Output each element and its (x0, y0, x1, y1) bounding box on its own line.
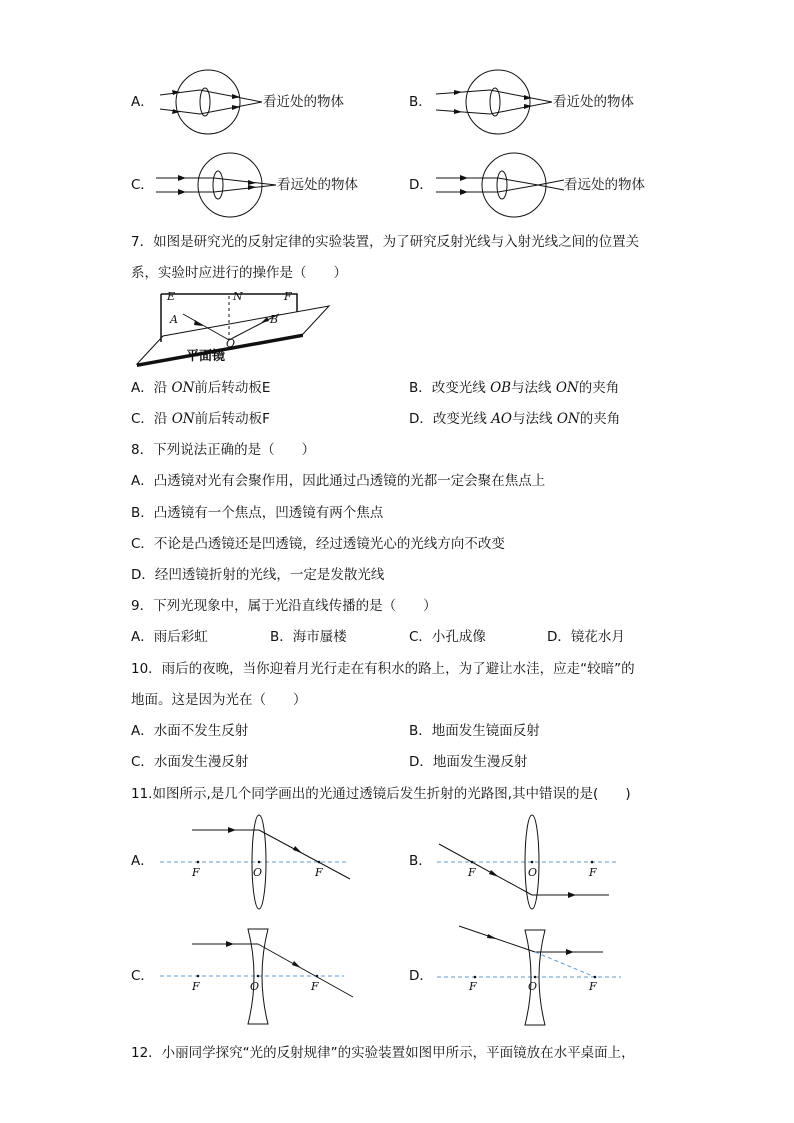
q11-a-label-f-left: F (192, 866, 200, 879)
q7-option-a[interactable]: A．沿 ON前后转动板E (131, 380, 271, 396)
q7-stem-line2: 系，实验时应进行的操作是（ ） (131, 265, 347, 281)
q6-option-c-caption: 看远处的物体 (277, 177, 358, 193)
q6-option-d-caption: 看远处的物体 (564, 177, 645, 193)
q9-option-d[interactable]: D．镜花水月 (547, 629, 625, 645)
q11-diagram-d-concave-lens (437, 920, 637, 1030)
q7-stem-line1: 7．如图是研究光的反射定律的实验装置，为了研究反射光线与入射光线之间的位置关 (131, 234, 640, 250)
q10-stem-line1: 10．雨后的夜晚，当你迎着月光行走在有积水的路上，为了避让水洼，应走“较暗”的 (131, 661, 635, 677)
q7-fig-label-b: B (270, 313, 279, 326)
q10-option-d[interactable]: D．地面发生漫反射 (409, 754, 528, 770)
q6-eye-diagram-c (150, 150, 280, 220)
q7-option-c[interactable]: C．沿 ON前后转动板F (131, 411, 270, 427)
q11-d-label-o: O (528, 980, 538, 993)
q11-diagram-b-convex-lens (437, 812, 637, 912)
q6-option-b-letter[interactable]: B． (409, 94, 432, 110)
q8-stem: 8．下列说法正确的是（ ） (131, 442, 316, 458)
q11-c-label-f-left: F (192, 980, 200, 993)
q11-b-label-o: O (528, 866, 538, 879)
q6-eye-diagram-a (150, 68, 270, 138)
q11-stem: 11.如图所示,是几个同学画出的光通过透镜后发生折射的光路图,其中错误的是( ) (131, 786, 631, 802)
q7-fig-label-o: O (226, 337, 236, 350)
q7-fig-label-n: N (233, 290, 243, 303)
q9-option-b[interactable]: B．海市蜃楼 (270, 629, 347, 645)
q7-fig-label-a: A (170, 313, 178, 326)
q9-option-c[interactable]: C．小孔成像 (409, 629, 486, 645)
q11-b-label-f-left: F (468, 866, 476, 879)
q6-option-a-letter[interactable]: A． (131, 94, 154, 110)
q9-option-a[interactable]: A．雨后彩虹 (131, 629, 208, 645)
q11-option-d-letter[interactable]: D． (409, 968, 433, 984)
q11-diagram-c-concave-lens (160, 925, 360, 1030)
q11-a-label-f-right: F (315, 866, 323, 879)
q7-fig-label-mirror: 平面镜 (186, 349, 226, 364)
q8-option-a[interactable]: A．凸透镜对光有会聚作用，因此通过凸透镜的光都一定会聚在焦点上 (131, 473, 546, 489)
q7-fig-label-f: F (284, 290, 292, 303)
q8-option-b[interactable]: B．凸透镜有一个焦点，凹透镜有两个焦点 (131, 505, 384, 521)
q6-option-a-caption: 看近处的物体 (263, 94, 344, 110)
q11-d-label-f-left: F (469, 980, 477, 993)
q11-b-label-f-right: F (589, 866, 597, 879)
q6-eye-diagram-d (430, 150, 570, 220)
q7-option-b[interactable]: B．改变光线 OB与法线 ON的夹角 (409, 380, 620, 396)
q7-fig-label-e: E (167, 290, 176, 303)
q6-eye-diagram-b (428, 68, 558, 138)
q11-c-label-o: O (250, 980, 260, 993)
q11-option-a-letter[interactable]: A． (131, 853, 154, 869)
q11-d-label-f-right: F (589, 980, 597, 993)
q6-option-b-caption: 看近处的物体 (553, 94, 634, 110)
q10-option-b[interactable]: B．地面发生镜面反射 (409, 723, 540, 739)
q11-option-b-letter[interactable]: B． (409, 853, 432, 869)
q12-stem: 12．小丽同学探究“光的反射规律”的实验装置如图甲所示，平面镜放在水平桌面上， (131, 1045, 635, 1061)
q8-option-c[interactable]: C．不论是凸透镜还是凹透镜，经过透镜光心的光线方向不改变 (131, 536, 505, 552)
q6-option-d-letter[interactable]: D． (409, 177, 433, 193)
q11-diagram-a-convex-lens (160, 812, 360, 912)
q10-stem-line2: 地面。这是因为光在（ ） (131, 692, 307, 708)
q7-option-d[interactable]: D．改变光线 AO与法线 ON的夹角 (409, 411, 621, 427)
q10-option-a[interactable]: A．水面不发生反射 (131, 723, 249, 739)
q7-reflection-apparatus-figure (133, 292, 333, 372)
q6-option-c-letter[interactable]: C． (131, 177, 154, 193)
q11-c-label-f-right: F (311, 980, 319, 993)
q10-option-c[interactable]: C．水面发生漫反射 (131, 754, 249, 770)
q11-a-label-o: O (253, 866, 263, 879)
q11-option-c-letter[interactable]: C． (131, 968, 154, 984)
q9-stem: 9．下列光现象中，属于光沿直线传播的是（ ） (131, 598, 437, 614)
q8-option-d[interactable]: D．经凹透镜折射的光线，一定是发散光线 (131, 567, 385, 583)
